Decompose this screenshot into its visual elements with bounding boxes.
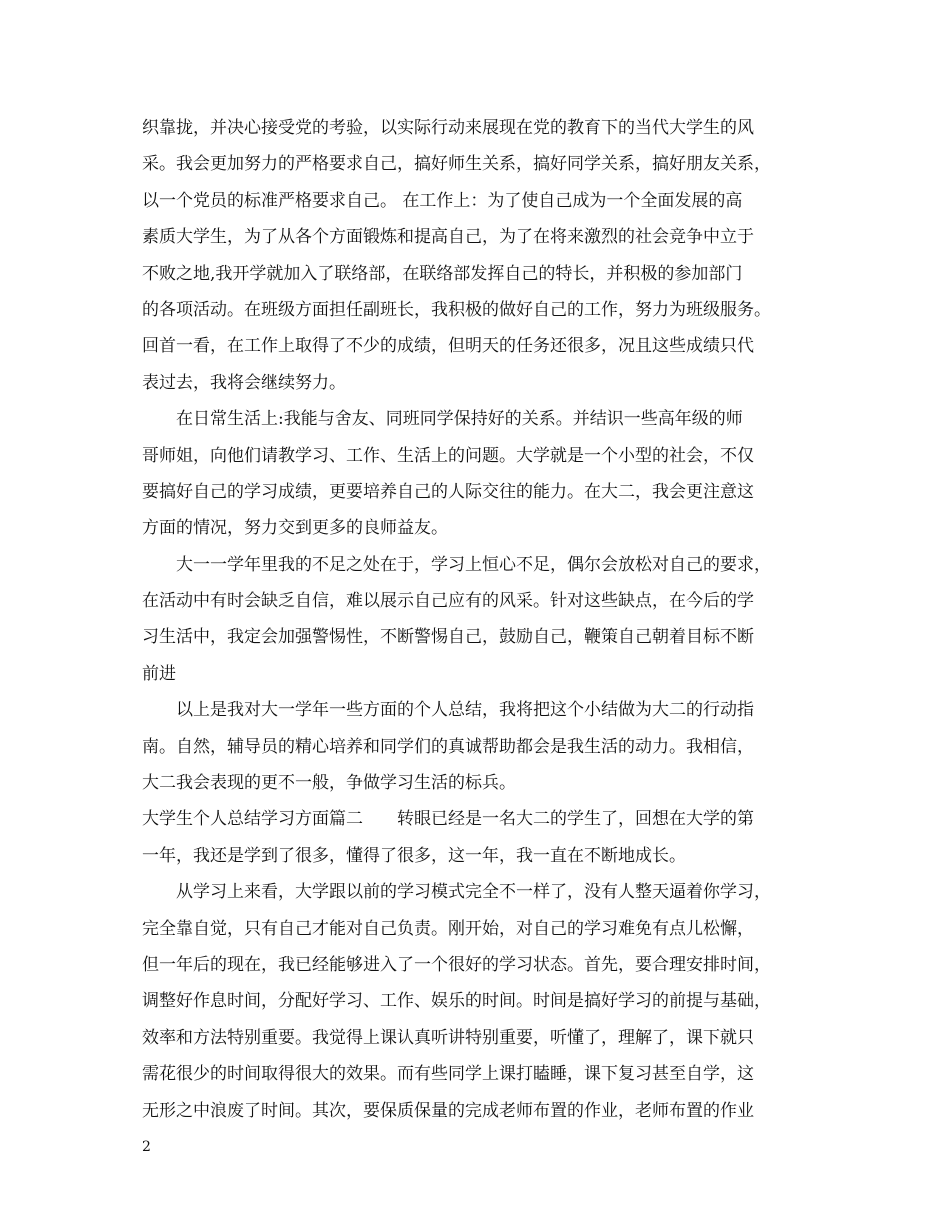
text-line: 前进 (142, 663, 176, 684)
text-line: 效率和方法特别重要。我觉得上课认真听讲特别重要，听懂了，理解了，课下就只 (142, 1027, 754, 1048)
text-line: 采。我会更加努力的严格要求自己，搞好师生关系，搞好同学关系，搞好朋友关系， (142, 154, 771, 175)
text-line: 从学习上来看，大学跟以前的学习模式完全不一样了，没有人整天逼着你学习， (142, 882, 771, 903)
text-line: 大学生个人总结学习方面篇二 转眼已经是一名大二的学生了，回想在大学的第 (142, 809, 754, 830)
text-line: 需花很少的时间取得很大的效果。而有些同学上课打瞌睡，课下复习甚至自学，这 (142, 1064, 754, 1085)
text-line: 素质大学生，为了从各个方面锻炼和提高自己，为了在将来激烈的社会竞争中立于 (142, 227, 754, 248)
text-line: 大一一学年里我的不足之处在于，学习上恒心不足，偶尔会放松对自己的要求， (142, 554, 771, 575)
text-line: 的各项活动。在班级方面担任副班长，我积极的做好自己的工作，努力为班级服务。 (142, 299, 771, 320)
text-line: 表过去，我将会继续努力。 (142, 372, 346, 393)
text-line: 在日常生活上:我能与舍友、同班同学保持好的关系。并结识一些高年级的师 (142, 409, 743, 430)
text-line: 在活动中有时会缺乏自信，难以展示自己应有的风采。针对这些缺点，在今后的学 (142, 591, 754, 612)
text-line: 回首一看，在工作上取得了不少的成绩，但明天的任务还很多，况且这些成绩只代 (142, 336, 754, 357)
text-line: 调整好作息时间，分配好学习、工作、娱乐的时间。时间是搞好学习的前提与基础， (142, 991, 771, 1012)
text-line: 习生活中，我定会加强警惕性，不断警惕自己，鼓励自己，鞭策自己朝着目标不断 (142, 627, 754, 648)
text-line: 方面的情况，努力交到更多的良师益友。 (142, 518, 448, 539)
text-line: 一年，我还是学到了很多，懂得了很多，这一年，我一直在不断地成长。 (142, 845, 686, 866)
text-line: 大二我会表现的更不一般，争做学习生活的标兵。 (142, 773, 516, 794)
text-line: 南。自然，辅导员的精心培养和同学们的真诚帮助都会是我生活的动力。我相信， (142, 736, 754, 757)
text-line: 哥师姐，向他们请教学习、工作、生活上的问题。大学就是一个小型的社会，不仅 (142, 445, 754, 466)
text-line: 以一个党员的标准严格要求自己。 在工作上：为了使自己成为一个全面发展的高 (142, 190, 743, 211)
text-line: 不败之地,我开学就加入了联络部，在联络部发挥自己的特长，并积极的参加部门 (142, 263, 743, 284)
text-line: 要搞好自己的学习成绩，更要培养自己的人际交往的能力。在大二，我会更注意这 (142, 481, 754, 502)
text-line: 但一年后的现在，我已经能够进入了一个很好的学习状态。首先，要合理安排时间， (142, 954, 771, 975)
page-number: 2 (142, 1139, 151, 1155)
text-line: 织靠拢，并决心接受党的考验，以实际行动来展现在党的教育下的当代大学生的风 (142, 118, 754, 138)
text-line: 以上是我对大一学年一些方面的个人总结，我将把这个小结做为大二的行动指 (142, 700, 754, 721)
text-line: 完全靠自觉，只有自己才能对自己负责。刚开始，对自己的学习难免有点儿松懈， (142, 918, 754, 939)
body-text (142, 110, 822, 1129)
text-line: 无形之中浪废了时间。其次，要保质保量的完成老师布置的作业，老师布置的作业 (142, 1100, 754, 1121)
